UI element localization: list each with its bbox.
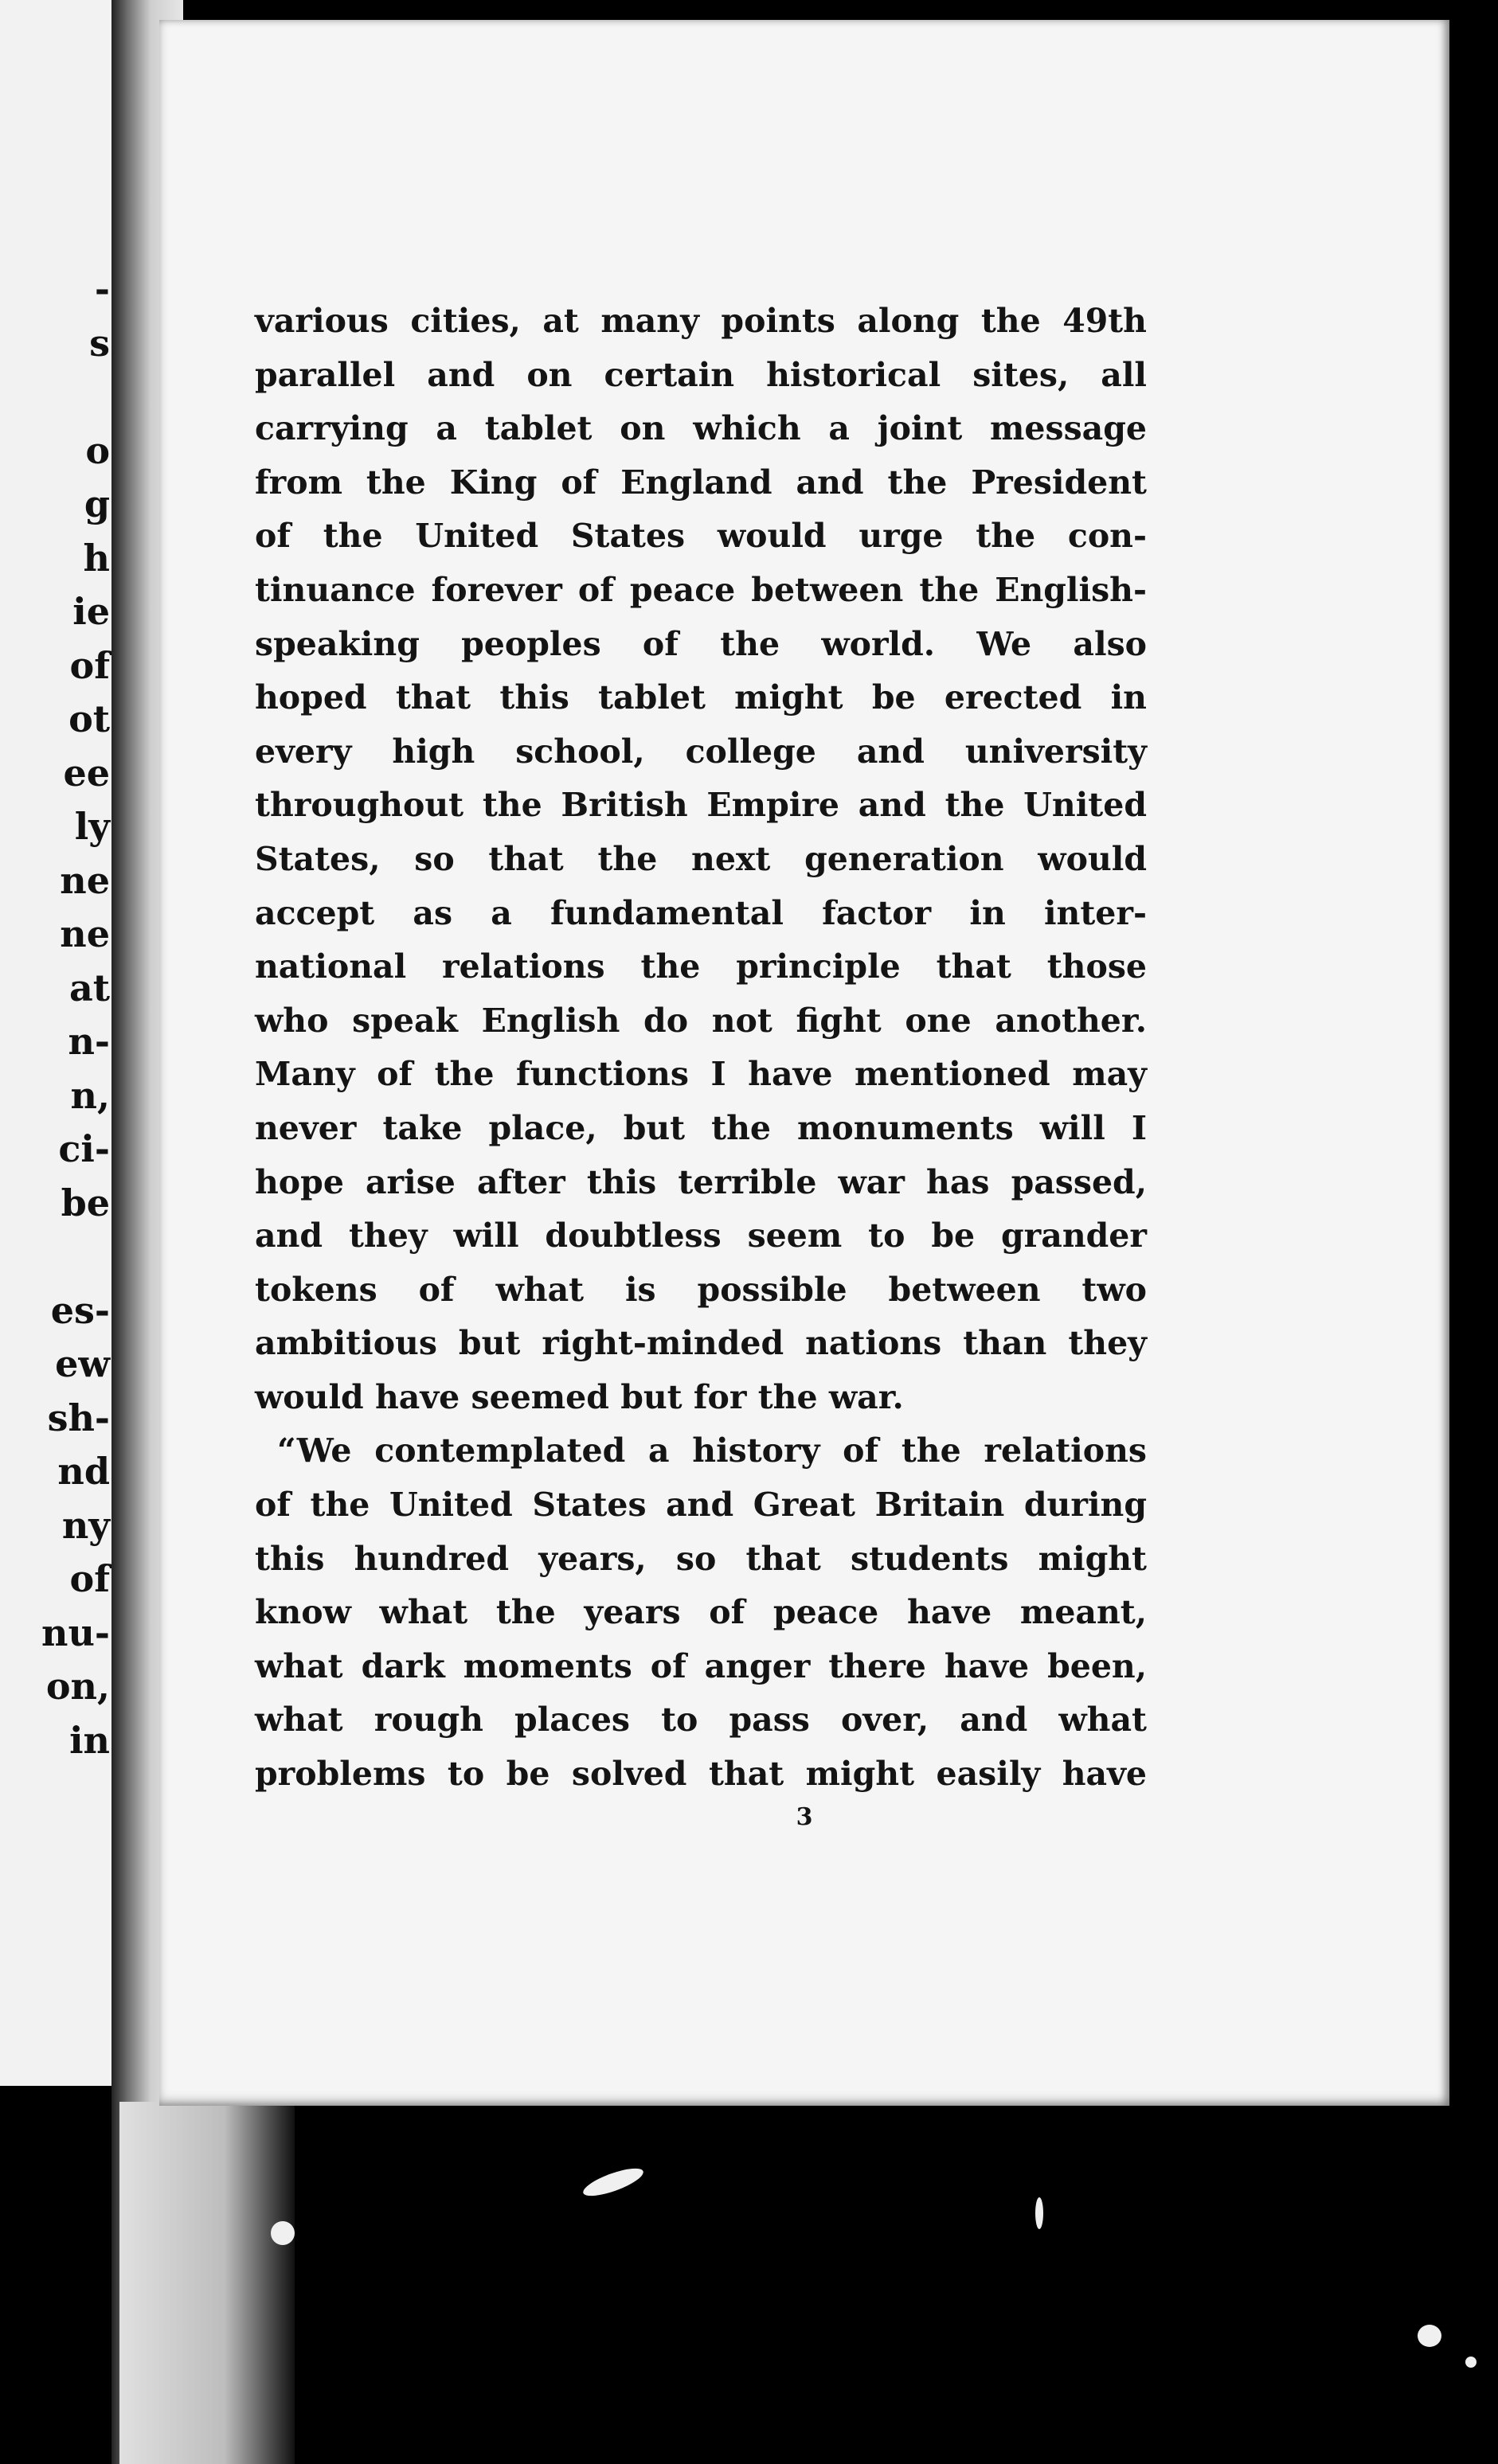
text-line: hope arise after this terrible war has passed,	[255, 1162, 1147, 1201]
text-line: tokens of what is possible between two	[255, 1270, 1147, 1309]
left-facing-page	[0, 0, 119, 2086]
text-line: speaking peoples of the world. We also	[255, 624, 1147, 663]
left-fragment: ci-	[58, 1127, 110, 1170]
left-fragment: be	[61, 1181, 110, 1224]
text-line: various cities, at many points along the 49th	[255, 302, 1147, 340]
text-line: carrying a tablet on which a joint message	[255, 409, 1147, 448]
text-line: this hundred years, so that students might	[255, 1539, 1147, 1578]
left-fragment: ee	[63, 751, 110, 795]
text-line: every high school, college and university	[255, 732, 1147, 771]
left-fragment: of	[69, 643, 110, 687]
text-line: “We contemplated a history of the relations	[277, 1431, 1147, 1470]
text-line: throughout the British Empire and the United	[255, 786, 1147, 825]
body-text	[255, 295, 1147, 1802]
left-fragment: ly	[74, 805, 110, 848]
text-line: parallel and on certain historical sites, all	[255, 355, 1147, 394]
text-line: hoped that this tablet might be erected in	[255, 678, 1147, 717]
left-fragment: -	[94, 267, 110, 310]
dust-speck	[581, 2163, 647, 2201]
text-line: accept as a fundamental factor in inter-	[255, 893, 1147, 932]
left-fragment: n-	[68, 1020, 110, 1063]
text-line: of the United States and Great Britain during	[255, 1486, 1147, 1525]
text-line: who speak English do not fight one another.	[255, 1001, 1147, 1040]
left-page-line-fragments	[6, 263, 110, 1767]
dust-speck	[271, 2221, 295, 2245]
left-fragment	[6, 370, 110, 424]
text-line: national relations the principle that those	[255, 947, 1147, 986]
text-line: what dark moments of anger there have been,	[255, 1646, 1147, 1685]
left-fragment: sh-	[47, 1396, 110, 1439]
left-fragment: ne	[60, 912, 110, 955]
left-fragment: ne	[60, 858, 110, 902]
text-line: tinuance forever of peace between the English-	[255, 570, 1147, 609]
left-fragment: at	[68, 966, 110, 1009]
left-fragment: o	[85, 428, 110, 472]
left-fragment: s	[89, 321, 110, 365]
left-fragment: on,	[45, 1665, 110, 1708]
left-fragment: h	[83, 536, 110, 580]
left-fragment: n,	[70, 1073, 110, 1117]
left-fragment: ot	[68, 697, 110, 740]
text-line: from the King of England and the President	[255, 463, 1147, 502]
text-line: know what the years of peace have meant,	[255, 1593, 1147, 1632]
left-fragment: ny	[61, 1503, 110, 1547]
text-line: ambitious but right-minded nations than they	[255, 1324, 1147, 1363]
left-fragment	[6, 1230, 110, 1284]
text-line: what rough places to pass over, and what	[255, 1701, 1147, 1740]
text-line: Many of the functions I have mentioned may	[255, 1055, 1147, 1094]
left-fragment: g	[84, 482, 110, 525]
book-binding-edge	[119, 2102, 295, 2464]
text-line: would have seemed but for the war.	[255, 1377, 904, 1416]
left-fragment: in	[69, 1718, 110, 1762]
dust-speck	[1035, 2197, 1043, 2229]
left-fragment: es-	[50, 1288, 110, 1332]
left-fragment: nd	[57, 1450, 110, 1493]
left-fragment: nu-	[41, 1611, 110, 1654]
page-number: 3	[796, 1803, 813, 1831]
text-line: States, so that the next generation would	[255, 839, 1147, 878]
left-fragment: ew	[55, 1342, 110, 1385]
left-fragment: of	[69, 1557, 110, 1600]
text-line: of the United States would urge the con-	[255, 517, 1147, 556]
left-fragment: ie	[72, 590, 110, 633]
dust-speck	[1418, 2325, 1441, 2347]
text-line: problems to be solved that might easily have	[255, 1755, 1147, 1794]
dust-speck	[1465, 2357, 1476, 2368]
text-line: and they will doubtless seem to be grander	[255, 1216, 1147, 1255]
text-line: never take place, but the monuments will I	[255, 1108, 1147, 1147]
right-page	[159, 20, 1449, 2106]
